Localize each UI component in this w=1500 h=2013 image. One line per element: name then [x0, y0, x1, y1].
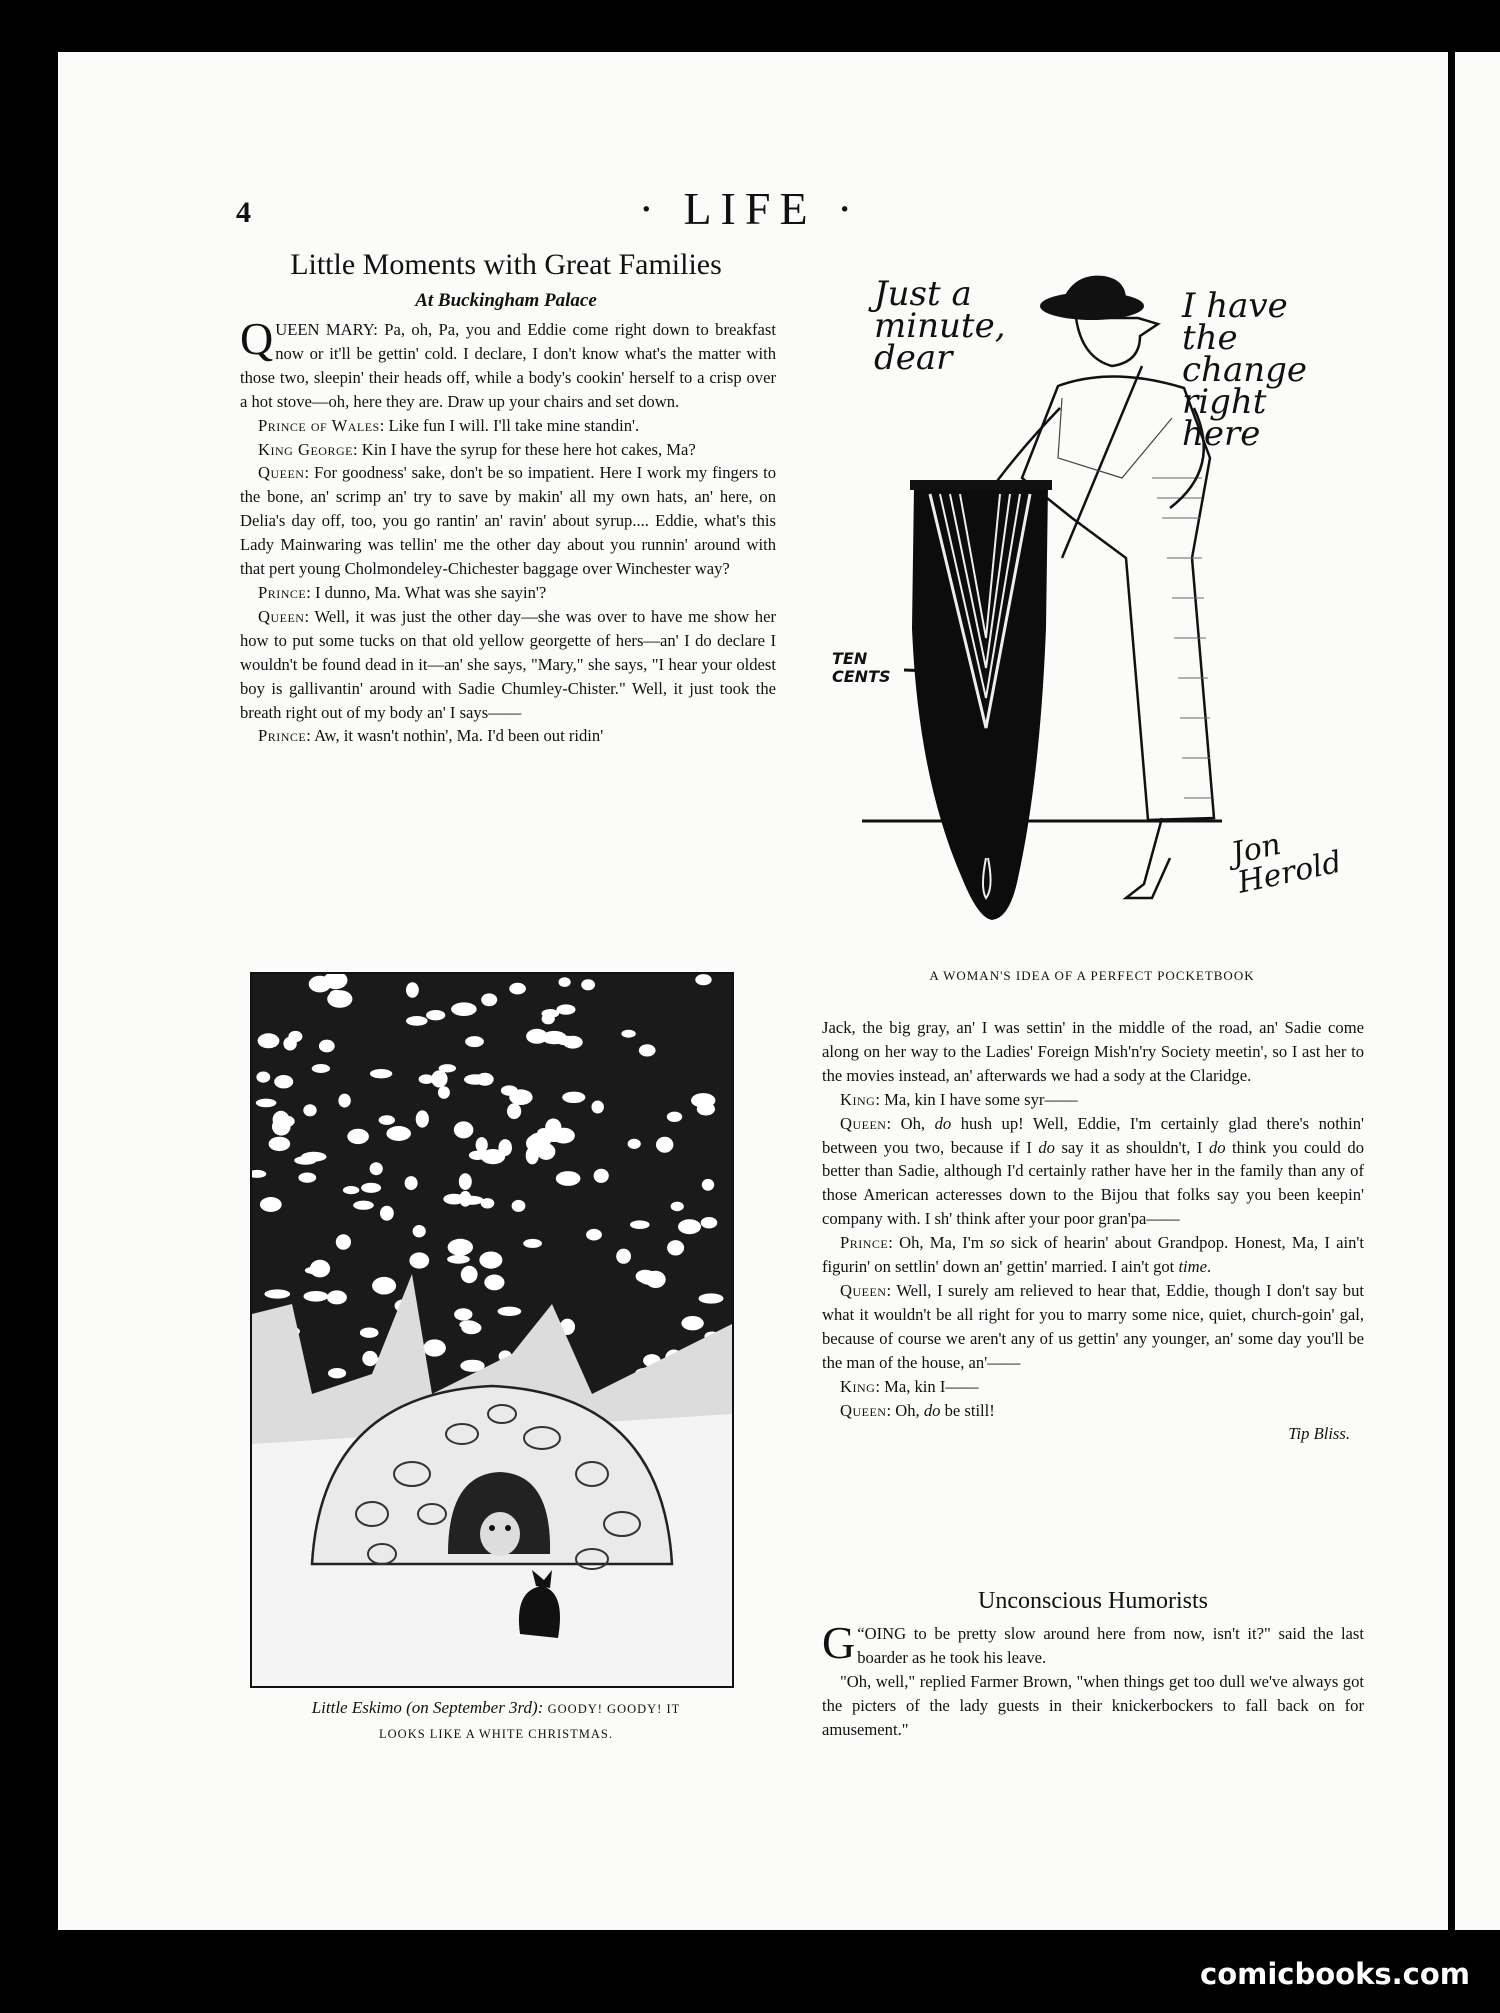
site-watermark: comicbooks.com [1200, 1957, 1470, 1991]
snowflake [327, 1290, 347, 1304]
snowflake [678, 1219, 701, 1234]
snowflake [498, 1307, 522, 1316]
snowflake [581, 979, 595, 990]
snowflake [256, 1072, 270, 1083]
snowflake [507, 1103, 521, 1119]
snowflake [459, 1191, 471, 1207]
snowflake [386, 1126, 411, 1141]
snowflake [330, 990, 343, 998]
snowflake [562, 1092, 585, 1103]
snowflake [630, 1220, 650, 1229]
snowflake [269, 1137, 291, 1151]
snowflake [464, 1074, 487, 1085]
snowflake [319, 1040, 335, 1053]
ten-cents-label: TEN CENTS [832, 649, 891, 686]
snowflake [360, 1328, 379, 1338]
snowflake [370, 1162, 383, 1175]
snowflake [361, 1183, 381, 1193]
pocketbook-cartoon [822, 258, 1362, 948]
snowflake [592, 1101, 604, 1114]
snowflake [701, 1217, 718, 1228]
snowflake [273, 1111, 290, 1129]
article-right-column: Jack, the big gray, an' I was settin' in the middle of the road, an' Sadie come along on her way to the Ladies' Foreign Mish'n'ry Society meetin', so I ast her to the movies instead, an' afterwards we had a sody at the Claridge. King: Ma, kin I have some syr—— Queen: Oh, do hush up! Well, Eddie, I'm certainly glad there's nothin' between you two, because if I do say it as shouldn't, I do think you could do better than Sadie, although I'd certainly rather have her in the family than any of those American acteresses down to the Bijou that folks say you been keepin' company with. I sh' think after your poor gran'pa—— Prince: Oh, Ma, I'm so sick of hearin' about Grandpop. Honest, Ma, I ain't figurin' on settlin' down an' gettin' married. I ain't got time. Queen: Well, I surely am relieved to hear that, Eddie, though I don't say but what it wouldn't be all right for you to marry some nice, quiet, church-goin' gal, because of course we aren't any of us gettin' any younger, an' some day you'll be the man of the house, an'—— King: Ma, kin I—— Queen: Oh, do be still! Tip Bliss. [822, 1016, 1364, 1446]
snowflake [416, 1110, 429, 1127]
humorists-title: Unconscious Humorists [978, 1588, 1208, 1614]
masthead: · LIFE · [638, 183, 862, 234]
snowflake [667, 1112, 682, 1122]
snowflake [621, 1030, 635, 1038]
snowflake [310, 1260, 330, 1278]
snowflake [469, 1151, 486, 1160]
article-left-column: QUEEN MARY: Pa, oh, Pa, you and Eddie come right down to breakfast now or it'll be gettin' cold. I declare, I don't know what's the matter with those two, sleepin' their heads off, while a body's cookin' herself to a crisp over a hot stove—oh, here they are. Draw up your chairs and set down. Prince of Wales: Like fun I will. I'll take mine standin'. King George: Kin I have the syrup for these here hot cakes, Ma? Queen: For goodness' sake, don't be so impatient. Here I work my fingers to the bone, an' scrimp an' try to save by makin' all my own hats, an' here, on Delia's day off, too, you go rantin' an' ravin' about syrup.... Eddie, what's this Lady Mainwaring was tellin' me the other day about you runnin' around with that pert young Cholmondeley-Chichester baggage over Winchester way? Prince: I dunno, Ma. What was she sayin'? Queen: Well, it was just the other day—she was over to have me show her how to put some tucks on that old yellow georgette of hers—an' I do declare I wouldn't be found dead in it—an' she says, "Mary," she says, "I hear your oldest boy is gallivantin' around with Sadie Chumley-Chister." Well, it just took the breath right out of my body an' I says—— Prince: Aw, it wasn't nothin', Ma. I'd been out ridin' [240, 313, 776, 746]
article-subtitle: At Buckingham Palace [415, 290, 597, 311]
snowflake [426, 1010, 445, 1020]
snowflake [523, 1239, 542, 1248]
snowflake [556, 1171, 581, 1186]
snowflake [294, 1156, 317, 1165]
snowflake [303, 1104, 316, 1116]
snowflake [586, 1229, 602, 1241]
snowflake [258, 1033, 280, 1048]
snowflake [328, 1368, 346, 1378]
snowflake [256, 1099, 277, 1108]
snowflake [260, 1197, 282, 1212]
snowflake [537, 1143, 555, 1160]
snowflake [639, 1044, 656, 1056]
snowflake [312, 1064, 330, 1073]
snowflake [447, 1255, 470, 1264]
snowflake [372, 1277, 396, 1295]
snowflake [616, 1249, 631, 1264]
cartoon-speech-right: I have the change right here [1182, 286, 1307, 454]
cartoon-speech-left: Just a minute, dear [874, 274, 1006, 378]
snowflake [419, 1074, 434, 1084]
snowflake [509, 983, 526, 995]
article-title: Little Moments with Great Families [290, 248, 722, 281]
snowflake [454, 1308, 472, 1320]
snowflake [695, 974, 711, 985]
snowflake [512, 1200, 526, 1212]
snowflake [451, 1002, 477, 1016]
snowflake [559, 977, 571, 987]
page-number: 4 [236, 196, 251, 229]
snowflake [298, 1173, 316, 1183]
snowflake [543, 1133, 567, 1142]
snowflake [702, 1179, 714, 1191]
snowflake [423, 1339, 446, 1356]
snowflake [379, 1115, 395, 1125]
snowflake [542, 1031, 567, 1044]
snowflake [370, 1069, 392, 1078]
snowflake [542, 1013, 555, 1024]
eskimo-caption: Little Eskimo (on September 3rd): GOODY! GOODY! IT LOOKS LIKE A WHITE CHRISTMAS. [311, 1698, 681, 1741]
snowflake [406, 982, 419, 997]
snowflake [557, 1004, 576, 1014]
next-page-edge [1455, 52, 1500, 1930]
snowflake [283, 1037, 296, 1051]
snowflake [594, 1169, 609, 1183]
snowflake [264, 1289, 290, 1298]
snowflake [639, 1271, 661, 1285]
drop-cap: G [822, 1617, 856, 1668]
snowflake [509, 1089, 532, 1105]
snowflake [461, 1266, 478, 1283]
snowflake [526, 1146, 539, 1164]
snowflake [699, 1293, 724, 1303]
snowflake [459, 1173, 472, 1190]
snowflake [274, 1075, 293, 1088]
snowflake [380, 1206, 394, 1221]
snowflake [484, 1275, 504, 1291]
snowflake [479, 1252, 502, 1269]
cartoon-artist-signature: Jon Herold [1228, 826, 1345, 901]
snowflake [405, 1176, 418, 1190]
snowflake [338, 1094, 350, 1108]
snowflake [448, 1239, 473, 1256]
snowflake [481, 993, 497, 1006]
snowflake [347, 1129, 369, 1144]
drop-cap: Q [240, 313, 274, 364]
snowflake [406, 1016, 428, 1026]
snowflake [304, 1291, 329, 1302]
snowflake [413, 1225, 426, 1237]
snowflake [628, 1139, 641, 1149]
snowflake [681, 1316, 703, 1330]
snowflake [336, 1234, 351, 1249]
snowflake [656, 1137, 673, 1153]
eskimo-drawing [252, 974, 732, 1686]
snowflake [671, 1202, 684, 1212]
article-signature: Tip Bliss. [1288, 1424, 1350, 1444]
snowflake [362, 1351, 377, 1366]
snowflake [667, 1240, 684, 1255]
pocketbook-caption: A WOMAN'S IDEA OF A PERFECT POCKETBOOK [929, 968, 1255, 983]
snowflake [691, 1093, 715, 1108]
snowflake [454, 1121, 474, 1138]
snowflake [343, 1186, 359, 1194]
snowflake [309, 976, 331, 993]
snowflake [476, 1137, 488, 1153]
snowflake [465, 1036, 484, 1047]
snowflake [459, 1320, 477, 1329]
humorists-text: “ G OING to be pretty slow around here from now, isn't it?" said the last boarder as he took his leave. "Oh, well," replied Farmer Brown, "when things get too dull we've always got the picters of the lady guests in their knickerbockers to fall back on for amusement." [822, 1617, 1364, 1739]
snowflake [438, 1086, 450, 1099]
snowflake [409, 1252, 429, 1268]
snowflake [353, 1201, 374, 1210]
eskimo-cartoon [250, 972, 734, 1688]
